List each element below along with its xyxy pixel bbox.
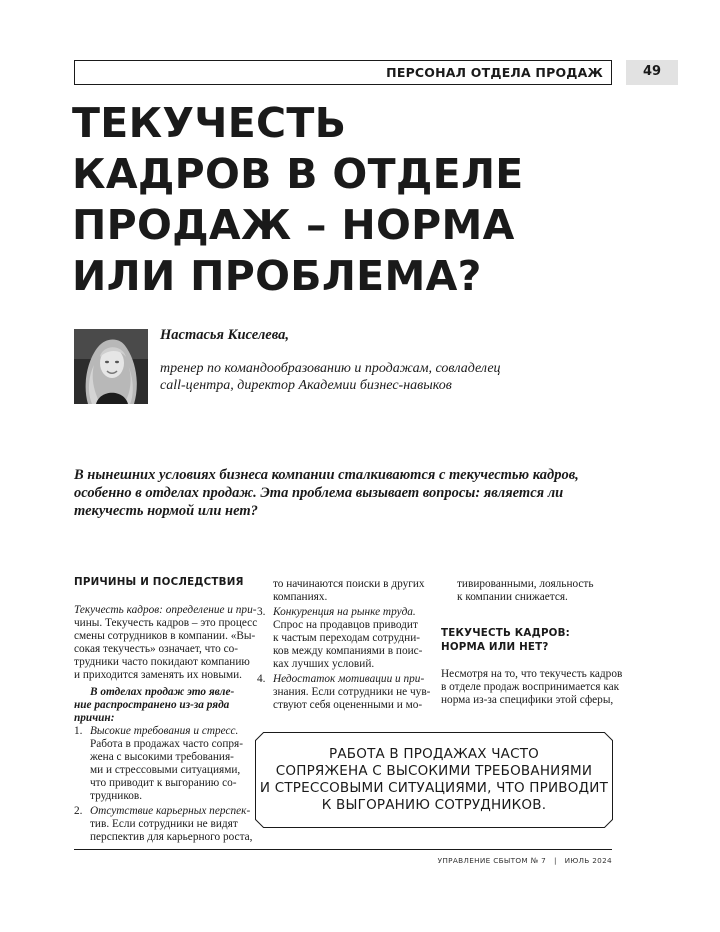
pull-quote-line: К ВЫГОРАНИЮ СОТРУДНИКОВ. xyxy=(321,797,547,813)
text-line: причин: xyxy=(74,712,115,724)
text-line: трудники часто покидают компанию xyxy=(74,656,250,668)
text-line: знания. Если сотрудники не чув- xyxy=(273,686,431,698)
title-line: КАДРОВ В ОТДЕЛЕ xyxy=(72,150,524,198)
text-line: ние распространено из-за ряда xyxy=(74,699,230,711)
lead-line: особенно в отделах продаж. Эта проблема вызывает вопросы: является ли xyxy=(74,485,564,501)
text-line: ствуют себя оцененными и мо- xyxy=(273,699,423,711)
footer-rule xyxy=(74,849,612,850)
text-line: ми и стрессовыми ситуациями, xyxy=(90,764,241,776)
inline-italic: Конкуренция на рынке труда. xyxy=(273,606,416,618)
pull-quote xyxy=(255,746,613,814)
text-line: тивированными, лояльность xyxy=(457,578,594,590)
pull-quote-line: СОПРЯЖЕНА С ВЫСОКИМИ ТРЕБОВАНИЯМИ xyxy=(275,763,593,779)
lead-line: В нынешних условиях бизнеса компании сталкиваются с текучестью кадров, xyxy=(74,467,579,483)
title-line: ТЕКУЧЕСТЬ xyxy=(72,99,347,147)
list-item xyxy=(257,606,429,671)
text-line: Несмотря на то, что текучесть кадров xyxy=(441,668,623,680)
list-item xyxy=(74,725,246,803)
author-name: Настасья Киселева, xyxy=(160,327,289,343)
text-line: и приходится заменять их новыми. xyxy=(74,669,243,681)
list-number: 2. xyxy=(74,805,83,817)
text-line: к компании снижается. xyxy=(457,591,568,603)
text-line: тив. Если сотрудники не видят xyxy=(90,818,238,830)
author-role-line: тренер по командообразованию и продажам, совладелец xyxy=(160,361,501,376)
text-line xyxy=(90,725,246,738)
article-title xyxy=(72,98,632,302)
text-line: ках лучших условий. xyxy=(273,658,375,670)
author-role xyxy=(160,360,580,394)
text-line xyxy=(74,604,257,617)
text-line: в отделе продаж воспринимается как xyxy=(441,681,620,693)
text-line: Работа в продажах часто сопря- xyxy=(90,738,243,750)
text-line: трудников. xyxy=(90,790,143,802)
author-photo xyxy=(74,329,148,404)
section-heading: ПРИЧИНЫ И ПОСЛЕДСТВИЯ xyxy=(74,576,244,588)
list-number: 1. xyxy=(74,725,83,737)
list-number: 4. xyxy=(257,673,266,685)
section-heading xyxy=(441,626,613,654)
text-line: к частым переходам сотрудни- xyxy=(273,632,420,644)
title-line: ПРОДАЖ – НОРМА xyxy=(72,201,515,249)
text-line: ков между компаниями в поис- xyxy=(273,645,423,657)
text-line: то начинаются поиски в других xyxy=(273,578,425,590)
list-number: 3. xyxy=(257,606,266,618)
inline-italic: Отсутствие карьерных перспек- xyxy=(90,805,251,817)
pull-quote-line: И СТРЕССОВЫМИ СИТУАЦИЯМИ, ЧТО ПРИВОДИТ xyxy=(259,780,609,796)
inline-italic: Недостаток мотивации и при- xyxy=(273,673,425,685)
pull-quote-line: РАБОТА В ПРОДАЖАХ ЧАСТО xyxy=(329,746,539,762)
text-line: Спрос на продавцов приводит xyxy=(273,619,418,631)
list-item xyxy=(74,805,253,844)
author-portrait-icon xyxy=(74,329,148,404)
running-header xyxy=(74,60,612,85)
column-1 xyxy=(74,576,258,844)
text-line: чины. Текучесть кадров – это процесс xyxy=(74,617,258,629)
lead-line: текучесть нормой или нет? xyxy=(74,503,258,519)
heading-line: ТЕКУЧЕСТЬ КАДРОВ: xyxy=(441,627,571,639)
column-3 xyxy=(441,578,623,707)
section-title: ПЕРСОНАЛ ОТДЕЛА ПРОДАЖ xyxy=(386,65,603,80)
text-line: перспектив для карьерного роста, xyxy=(90,831,253,843)
text-line: жена с высокими требования- xyxy=(90,751,234,763)
text-line: норма из-за специфики этой сферы, xyxy=(441,694,614,706)
heading-line: НОРМА ИЛИ НЕТ? xyxy=(441,641,549,653)
text-line: В отделах продаж это явле- xyxy=(90,686,235,698)
text-line xyxy=(90,805,251,818)
paragraph xyxy=(74,604,258,682)
text-line: что приводит к выгоранию со- xyxy=(90,777,237,789)
page-number: 49 xyxy=(642,64,662,79)
paragraph xyxy=(257,578,429,604)
page-number-box xyxy=(626,60,678,85)
paragraph xyxy=(441,668,623,707)
inline-italic: Текучесть кадров: определение и при- xyxy=(74,604,257,616)
footer-text: УПРАВЛЕНИЕ СБЫТОМ № 7 | ИЮЛЬ 2024 xyxy=(437,856,612,865)
text-line: сокая текучесть» означает, что со- xyxy=(74,643,239,655)
column-2 xyxy=(257,578,429,712)
list-item xyxy=(257,673,429,712)
text-line xyxy=(273,673,429,686)
text-line: компаниях. xyxy=(273,591,328,603)
text-line xyxy=(273,606,429,619)
text-line: смены сотрудников в компании. «Вы- xyxy=(74,630,256,642)
title-line: ИЛИ ПРОБЛЕМА? xyxy=(72,252,482,300)
author-role-line: call-центра, директор Академии бизнес-навыков xyxy=(160,378,452,393)
inline-italic: Высокие требования и стресс. xyxy=(90,725,239,737)
lead-paragraph xyxy=(74,466,634,520)
emphasis-paragraph xyxy=(74,686,246,725)
paragraph xyxy=(441,578,613,604)
